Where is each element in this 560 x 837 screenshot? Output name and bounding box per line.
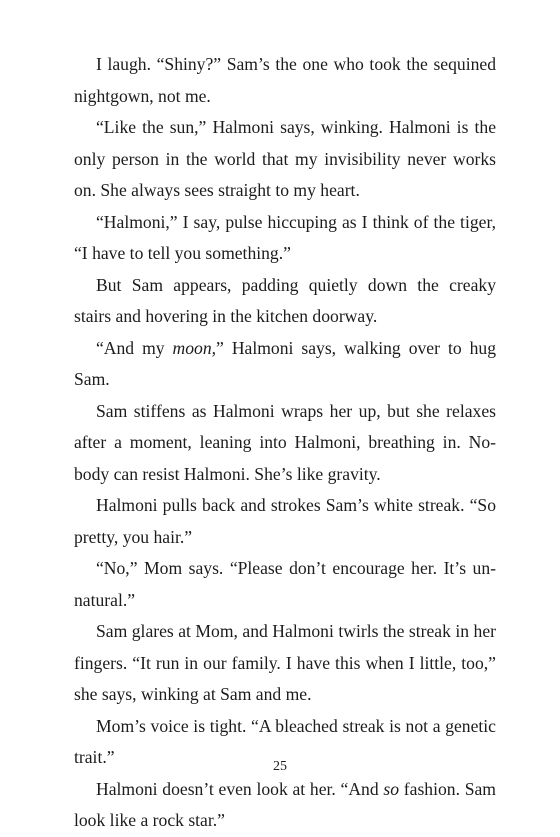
paragraph-8: “No,” Mom says. “Please don’t encourage her. It’s unnatural.”: [74, 558, 496, 610]
paragraph-7: Halmoni pulls back and strokes Sam’s white streak. “So pretty, you hair.”: [74, 495, 496, 547]
body-text: [74, 49, 496, 837]
paragraph-10: Mom’s voice is tight. “A bleached streak is not a genetic trait.”: [74, 715, 496, 767]
paragraph-1: I laugh. “Shiny?” Sam’s the one who took the sequined nightgown, not me.: [74, 54, 496, 106]
paragraph-4: But Sam appears, padding quietly down the creaky stairs and hovering in the kitchen doorway.: [74, 274, 496, 326]
paragraph-5: “And my moon,” Halmoni says, walking over to hug Sam.: [74, 337, 496, 389]
italic-moon: moon,: [172, 337, 217, 358]
paragraph-3: “Halmoni,” I say, pulse hiccuping as I think of the tiger, “I have to tell you something.”: [74, 211, 496, 263]
paragraph-11: Halmoni doesn’t even look at her. “And so fashion. Sam look like a rock star.”: [74, 778, 496, 830]
page-number: 25: [273, 759, 287, 774]
paragraph-9: Sam glares at Mom, and Halmoni twirls the streak in her fingers. “It run in our family. I have this when I little, too,” she says, winking at Sam and me.: [74, 621, 496, 704]
paragraph-2: “Like the sun,” Halmoni says, winking. Halmoni is the only person in the world that my invisibility never works on. She always sees straight to my heart.: [74, 117, 496, 200]
italic-so: so: [383, 778, 400, 799]
paragraph-6: Sam stiffens as Halmoni wraps her up, but she relaxes after a moment, leaning into Halmoni, breathing in. Nobody can resist Halmoni. She’s like gravity.: [74, 400, 496, 484]
